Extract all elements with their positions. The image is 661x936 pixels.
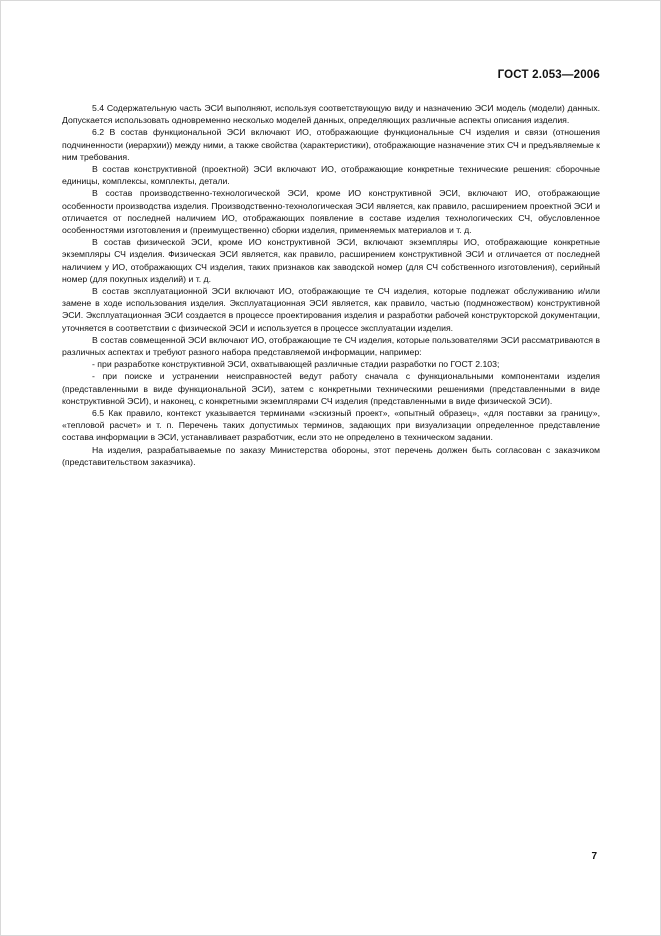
paragraph-combined: В состав совмещенной ЭСИ включают ИО, отображающие те СЧ изделия, которые пользователями ЭСИ рассматриваются в различных аспектах и требуют разного набора представляемой информации, например:: [62, 334, 600, 358]
paragraph-production: В состав производственно-технологической ЭСИ, кроме ИО конструктивной ЭСИ, включают ИО, отображающие особенности производства изделия. Производственно-технологическая ЭСИ является, как правило, расширением проектной ЭСИ и отличается от последней наличием ИО, отображающих появление в составе изделия технологических СЧ, обусловленное особенностями изготовления и (преимущественно) сборки изделия, применяемых материалов и т. д.: [62, 188, 600, 236]
list-item-troubleshooting: - при поиске и устранении неисправностей ведут работу сначала с функциональными компонентами изделия (представленными в виде функциональной ЭСИ), затем с конкретными техническими решениями (представленными в виде конструктивной ЭСИ), и наконец, с конкретными экземплярами СЧ изделия (представленными в виде физической ЭСИ).: [62, 371, 600, 406]
paragraph-6-2: 6.2 В состав функциональной ЭСИ включают ИО, отображающие функциональные СЧ изделия и связи (отношения подчиненности (иерархии)) между ними, а также свойства (характеристики), отображающие назначение этих СЧ и предъявляемые к ним требования.: [62, 127, 600, 162]
page-number: 7: [591, 851, 597, 862]
standard-header: ГОСТ 2.053—2006: [497, 69, 600, 81]
paragraph-5-4: 5.4 Содержательную часть ЭСИ выполняют, используя соответствующую виду и назначению ЭСИ модель (модели) данных. Допускается использовать одновременно несколько моделей данных, определяющих различные аспекты описания изделия.: [62, 103, 600, 126]
list-item-development: - при разработке конструктивной ЭСИ, охватывающей различные стадии разработки по ГОСТ 2.103;: [92, 359, 500, 370]
paragraph-6-5: 6.5 Как правило, контекст указывается терминами «эскизный проект», «опытный образец», «для поставки за границу», «тепловой расчет» и т. п. Перечень таких допустимых терминов, задающих при визуализации определенное представление состава информации в ЭСИ, устанавливает разработчик, если это не определено в техническом задании.: [62, 408, 600, 443]
paragraph-operational: В состав эксплуатационной ЭСИ включают ИО, отображающие те СЧ изделия, которые подлежат обслуживанию и/или замене в ходе использования изделия. Эксплуатационная ЭСИ является, как правило, частью (подмножеством) конструктивной ЭСИ. Эксплуатационная ЭСИ создается в процессе проектирования изделия и разработки рабочей конструкторской документации, уточняется в соответствии с физической ЭСИ и используется в процессе эксплуатации изделия.: [62, 286, 600, 333]
document-body: [62, 102, 600, 468]
paragraph-defense: На изделия, разрабатываемые по заказу Министерства обороны, этот перечень должен быть согласован с заказчиком (представительством заказчика).: [62, 444, 600, 467]
paragraph-physical: В состав физической ЭСИ, кроме ИО конструктивной ЭСИ, включают экземпляры ИО, отображающие конкретные экземпляры СЧ изделия. Физическая ЭСИ является, как правило, расширением конструктивной ЭСИ и отличается от последней наличием у ИО, отображающих СЧ изделия, таких признаков как заводской номер (для СЧ собственного изготовления), серийный номер (для покупных изделий) и т. д.: [62, 237, 600, 284]
paragraph-constructive: В состав конструктивной (проектной) ЭСИ включают ИО, отображающие конкретные технические решения: сборочные единицы, комплексы, комплекты, детали.: [62, 164, 600, 187]
